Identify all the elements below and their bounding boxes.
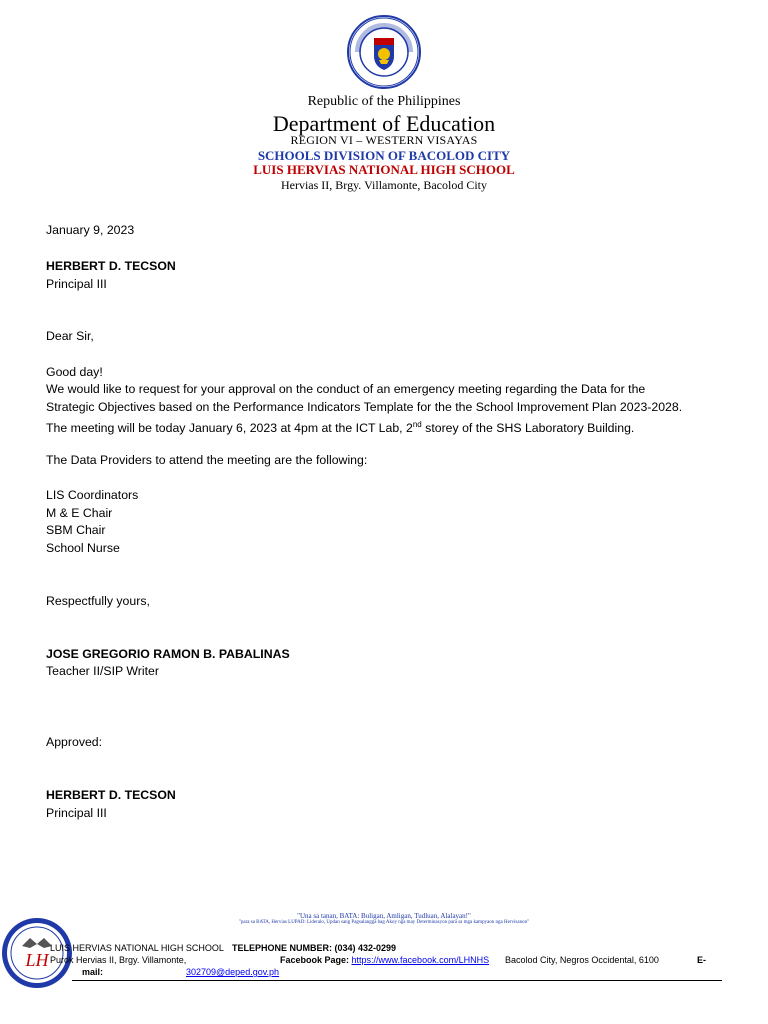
footer-address: Purok Hervias II, Brgy. Villamonte, <box>50 955 187 965</box>
provider-item: SBM Chair <box>46 523 106 537</box>
recipient-name: HERBERT D. TECSON <box>46 259 176 273</box>
body-line-3 <box>46 417 634 436</box>
closing: Respectfully yours, <box>46 594 150 608</box>
division-heading: SCHOOLS DIVISION OF BACOLOD CITY <box>257 148 511 163</box>
approver-title: Principal III <box>46 806 107 820</box>
body-line-3-start: The meeting will be today January 6, 2023 at 4pm at the ICT Lab, 2 <box>46 421 413 436</box>
school-motto: "Una sa tanan, BATA: Buligan, Amligan, Tudluan, Alalayan!" <box>297 912 471 920</box>
school-address: Hervias II, Brgy. Villamonte, Bacolod City <box>280 178 488 192</box>
facebook-link[interactable]: https://www.facebook.com/LHNHS <box>351 955 490 965</box>
department-heading: Department of Education <box>272 111 496 136</box>
school-logo-text: LH <box>25 950 49 970</box>
letter-date: January 9, 2023 <box>46 223 135 237</box>
salutation: Dear Sir, <box>46 329 94 343</box>
footer-email-label-b: mail: <box>82 967 104 977</box>
facebook-label: Facebook Page: <box>280 955 352 965</box>
footer-email-label-a: E- <box>697 955 706 965</box>
provider-item: LIS Coordinators <box>46 488 139 502</box>
body-line-2: Strategic Objectives based on the Performance Indicators Template for the the School Improvement Plan 2023-2028. <box>46 400 683 414</box>
body-line-3-end: storey of the SHS Laboratory Building. <box>421 421 635 436</box>
deped-seal-logo <box>346 14 422 90</box>
provider-item: M & E Chair <box>46 506 113 520</box>
footer-telephone: TELEPHONE NUMBER: (034) 432-0299 <box>232 943 397 953</box>
recipient-title: Principal III <box>46 277 107 291</box>
approved-label: Approved: <box>46 735 103 749</box>
greeting: Good day! <box>46 365 103 379</box>
region-heading: REGION VI – WESTERN VISAYAS <box>290 133 478 147</box>
providers-intro: The Data Providers to attend the meeting are the following: <box>46 453 368 467</box>
footer-divider <box>72 980 722 981</box>
footer-city: Bacolod City, Negros Occidental, 6100 <box>505 955 659 965</box>
republic-heading: Republic of the Philippines <box>307 94 461 109</box>
footer-facebook <box>280 955 489 966</box>
approver-name: HERBERT D. TECSON <box>46 788 176 802</box>
provider-item: School Nurse <box>46 541 120 555</box>
ordinal-suffix: nd <box>412 420 422 429</box>
email-link[interactable]: 302709@deped.gov.ph <box>186 967 280 977</box>
sender-title: Teacher II/SIP Writer <box>46 664 159 678</box>
footer-school-name: LUIS HERVIAS NATIONAL HIGH SCHOOL <box>50 943 224 953</box>
sender-name: JOSE GREGORIO RAMON B. PABALINAS <box>46 647 290 661</box>
school-heading: LUIS HERVIAS NATIONAL HIGH SCHOOL <box>253 162 515 177</box>
body-line-1: We would like to request for your approval on the conduct of an emergency meeting regarding the Data for the <box>46 382 646 396</box>
school-motto-secondary: "para sa BATA, Hervias LUPAD: Lideralo, Updan sang Pagsalangga bag Akoy nga may Determinasyon para sa mga kampyaon nga Hervisanon" <box>238 920 530 925</box>
